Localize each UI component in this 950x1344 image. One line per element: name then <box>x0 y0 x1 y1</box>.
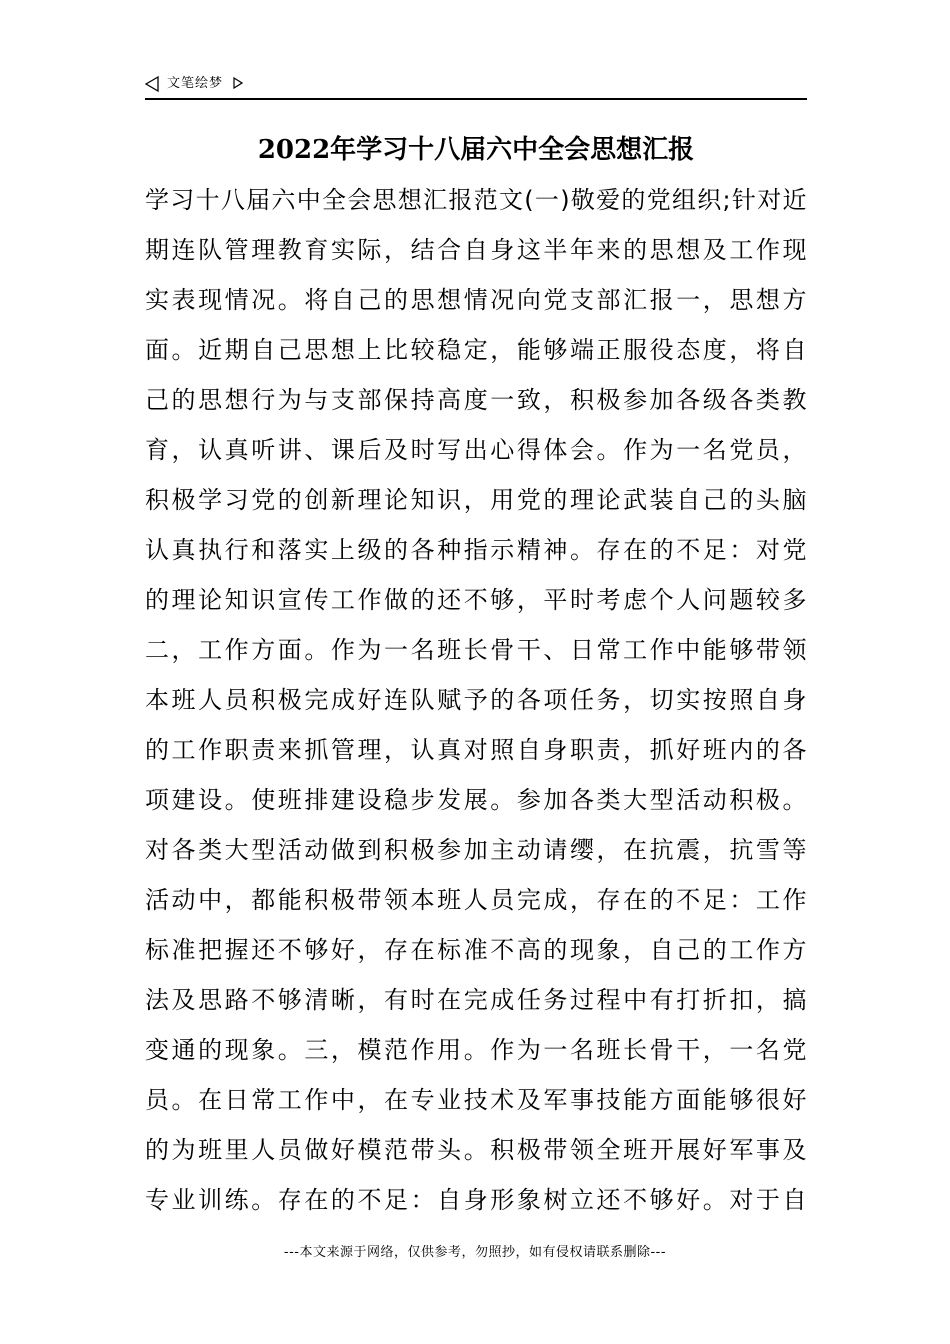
body-line: 法及思路不够清晰，有时在完成任务过程中有打折扣，搞 <box>145 986 807 1014</box>
body-line: 标准把握还不够好，存在标准不高的现象，自己的工作方 <box>145 936 807 964</box>
document-title: 2022年学习十八届六中全会思想汇报 <box>257 135 695 165</box>
body-line: 员。在日常工作中，在专业技术及军事技能方面能够很好 <box>145 1086 807 1114</box>
page-header <box>145 72 807 100</box>
body-line: 的工作职责来抓管理，认真对照自身职责，抓好班内的各 <box>145 736 807 764</box>
header-brand: 文笔绘梦 <box>167 76 224 91</box>
page-footer: ---本文来源于网络，仅供参考，勿照抄，如有侵权请联系删除--- <box>283 1245 667 1260</box>
body-line: 认真执行和落实上级的各种指示精神。存在的不足：对党 <box>145 536 807 564</box>
body-line: 育，认真听讲、课后及时写出心得体会。作为一名党员， <box>145 436 807 464</box>
body-line: 活动中，都能积极带领本班人员完成，存在的不足：工作 <box>145 886 807 914</box>
body-line: 的理论知识宣传工作做的还不够，平时考虑个人问题较多 <box>145 586 807 614</box>
body-line: 本班人员积极完成好连队赋予的各项任务，切实按照自身 <box>145 686 807 714</box>
body-line: 专业训练。存在的不足：自身形象树立还不够好。对于自 <box>145 1186 807 1214</box>
body-line: 二，工作方面。作为一名班长骨干、日常工作中能够带领 <box>145 636 807 664</box>
body-line: 实表现情况。将自己的思想情况向党支部汇报一，思想方 <box>145 286 807 314</box>
body-line: 积极学习党的创新理论知识，用党的理论武装自己的头脑 <box>145 486 807 514</box>
body-line: 变通的现象。三，模范作用。作为一名班长骨干，一名党 <box>145 1036 807 1064</box>
body-line: 的为班里人员做好模范带头。积极带领全班开展好军事及 <box>145 1136 807 1164</box>
body-line: 项建设。使班排建设稳步发展。参加各类大型活动积极。 <box>145 786 807 814</box>
triangle-left-icon <box>145 76 159 92</box>
body-line: 己的思想行为与支部保持高度一致，积极参加各级各类教 <box>145 386 807 414</box>
body-line: 期连队管理教育实际，结合自身这半年来的思想及工作现 <box>145 236 807 264</box>
triangle-right-icon <box>233 77 243 89</box>
body-line: 学习十八届六中全会思想汇报范文(一)敬爱的党组织;针对近 <box>145 186 807 214</box>
body-line: 面。近期自己思想上比较稳定，能够端正服役态度，将自 <box>145 336 807 364</box>
body-line: 对各类大型活动做到积极参加主动请缨，在抗震，抗雪等 <box>145 836 807 864</box>
document-body <box>145 175 807 1225</box>
